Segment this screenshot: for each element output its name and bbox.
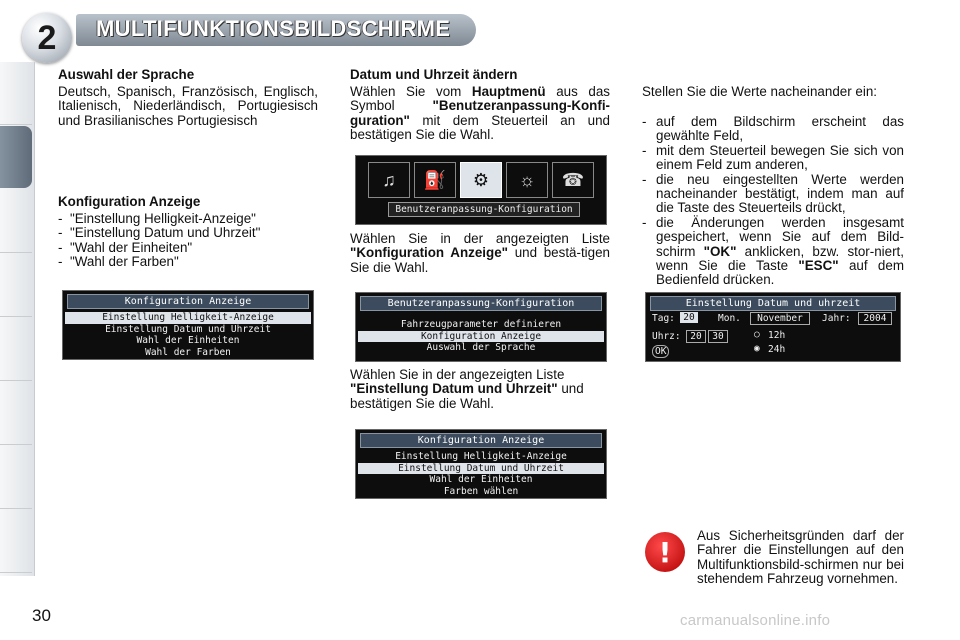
screen-menu-item: Konfiguration Anzeige [358,331,604,343]
radio-24h-icon: ◉ [754,343,760,354]
list-item: - mit dem Steuerteil bewegen Sie sich von einem Feld zum anderen, [642,144,904,173]
list-item: - "Wahl der Farben" [58,255,320,269]
ok-button-label: OK [652,345,669,358]
day-field: 20 [680,312,698,323]
date-time-screen [645,292,901,362]
text-run: aus das Symbol [350,84,610,114]
settings-icon: ⚙ [460,162,502,198]
chapter-tab-strip [0,62,35,576]
screen-caption: Benutzeranpassung-Konfiguration [388,202,580,217]
list-item: - "Einstellung Helligkeit-Anzeige" [58,212,320,226]
main-menu-screen [355,155,607,225]
day-label: Tag: [652,313,675,324]
config-list [58,212,320,270]
text-run-bold: "ESC" [798,258,839,274]
page-number: 30 [32,606,51,625]
date-time-paragraph-1 [350,85,610,143]
warning-icon: ! [645,532,685,572]
language-text: Deutsch, Spanisch, Französisch, Englisch, Italienisch, Niederländisch, Portugiesisch und Brasilianisches Portugiesisch [58,84,318,128]
year-field: 2004 [858,312,892,325]
month-field: November [750,312,810,325]
list-item: - auf dem Bildschirm erscheint das gewählte Feld, [642,115,904,144]
screen-menu-item: Einstellung Datum und Uhrzeit [358,463,604,475]
language-heading: Auswahl der Sprache [58,67,195,82]
sun-icon: ☼ [506,162,548,198]
chapter-tab [0,510,32,573]
option-12h-label: 12h [768,330,786,341]
screen-title: Konfiguration Anzeige [360,433,602,448]
text-run-bold: "OK" [703,243,737,259]
chapter-tab [0,382,32,445]
customisation-screen [355,292,607,362]
text-run: Wählen Sie vom [350,84,472,99]
chapter-tab [0,254,32,317]
text-run: Wählen Sie in der angezeigten Liste [350,367,565,382]
chapter-badge [22,13,72,63]
screen-menu-item: Wahl der Einheiten [136,335,240,346]
text-run: anklicken, bzw. stor-niert, wenn Sie die Taste [656,243,904,274]
safety-warning-text: Aus Sicherheitsgründen darf der Fahrer die Einstellungen auf den Multifunktionsbild-schirmen nur bei stehendem Fahrzeug vornehmen. [697,528,904,587]
screen-menu-item: Auswahl der Sprache [426,342,536,353]
config-display-screen-2 [355,429,607,499]
list-item: - die neu eingestellten Werte werden nacheinander bestätigt, indem man auf die Taste des Steuerteils drückt, [642,173,904,216]
radio-12h-icon: ○ [754,329,760,340]
text-run: und bestätigen Sie die Wahl. [350,381,584,411]
instructions-intro: Stellen Sie die Werte nacheinander ein: [642,84,877,99]
chapter-tab-active [0,126,32,188]
year-label: Jahr: [822,313,851,324]
date-time-paragraph-3 [350,368,610,411]
screen-menu-item: Einstellung Helligkeit-Anzeige [65,312,311,324]
screen-title: Konfiguration Anzeige [67,294,309,309]
date-time-paragraph-2 [350,232,610,275]
text-run-bold: "Benutzeranpassung-Konfi-guration" [350,98,610,128]
screen-title: Einstellung Datum und uhrzeit [650,296,896,311]
text-run: auf dem Bedienfeld drücken. [656,258,904,288]
text-run: und bestä-tigen Sie die Wahl. [350,245,610,275]
screen-menu-item: Einstellung Datum und Uhrzeit [105,323,271,335]
config-display-screen [62,290,314,360]
text-run-bold: "Konfiguration Anzeige" [350,245,508,261]
chapter-tab [0,190,32,253]
time-label: Uhrz: [652,331,681,342]
screen-menu-item: Fahrzeugparameter definieren [400,319,562,330]
phone-icon: ☎ [552,162,594,198]
text-run: Wählen Sie in der angezeigten Liste [350,231,610,246]
text-run: die Änderungen werden insgesamt gespeichert, wenn Sie auf dem Bild-schirm [656,214,904,259]
watermark: carmanualsonline.info [680,612,831,629]
text-run: mit dem Steuerteil an und bestätigen Sie die Wahl. [350,112,610,143]
chapter-tab [0,318,32,381]
chapter-number: 2 [37,18,57,57]
music-icon: ♫ [368,162,410,198]
option-24h-label: 24h [768,344,786,355]
hour-field: 20 [686,330,706,343]
screen-menu-item: Einstellung Helligkeit-Anzeige [395,451,567,462]
screen-menu-item: Farben wählen [443,485,519,497]
list-item [642,216,904,288]
list-item: - "Einstellung Datum und Uhrzeit" [58,226,320,240]
chapter-tab [0,62,32,125]
list-item: - "Wahl der Einheiten" [58,241,320,255]
minute-field: 30 [708,330,728,343]
month-label: Mon. [718,313,741,324]
page-title: MULTIFUNKTIONSBILDSCHIRME [96,16,451,41]
config-heading: Konfiguration Anzeige [58,194,201,209]
text-run-bold: Hauptmenü [471,84,546,99]
chapter-tab [0,446,32,509]
text-run-bold: "Einstellung Datum und Uhrzeit" [350,381,558,397]
instructions-list [642,115,904,288]
fuel-pump-icon: ⛽ [414,162,456,198]
screen-title: Benutzeranpassung-Konfiguration [360,296,602,311]
screen-menu-item: Wahl der Einheiten [429,474,533,485]
date-time-heading: Datum und Uhrzeit ändern [350,67,518,82]
screen-menu-item: Wahl der Farben [145,346,231,358]
